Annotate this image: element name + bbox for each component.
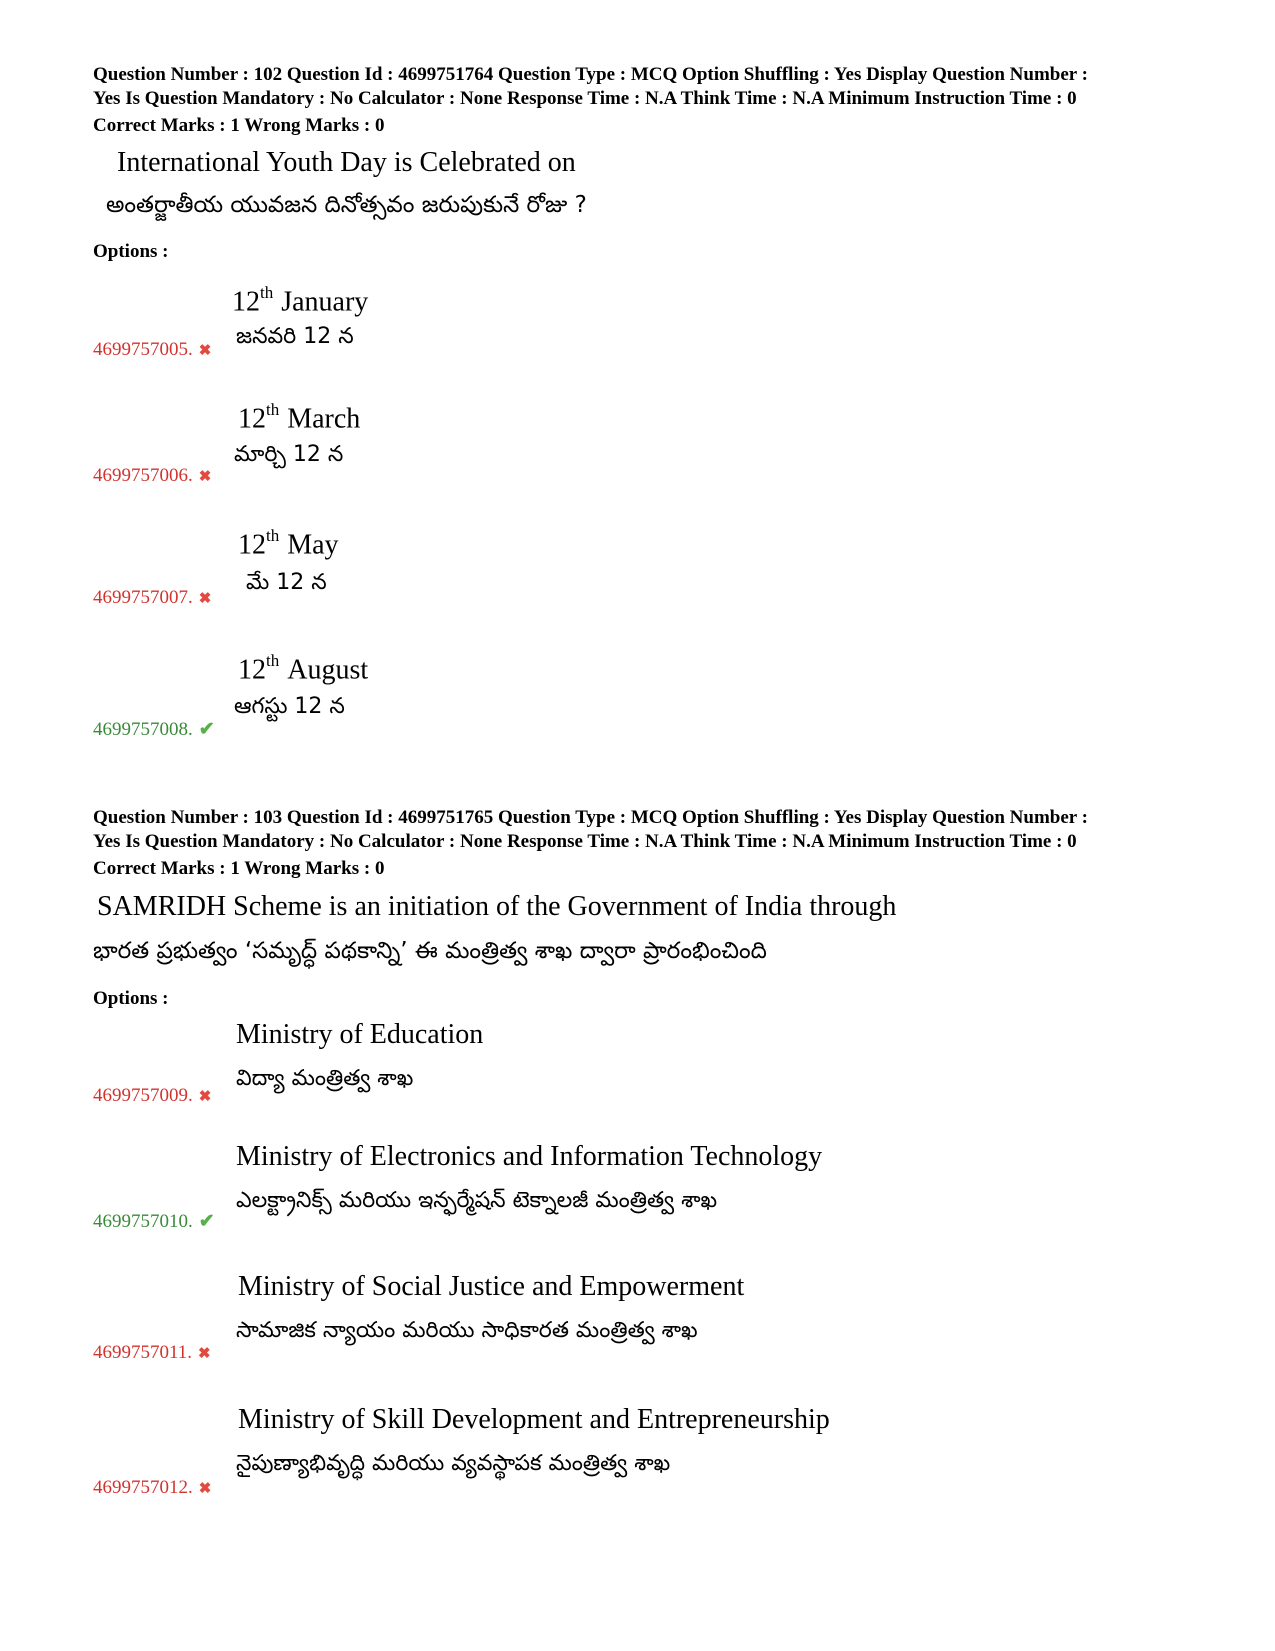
option-ordinal-suffix: th: [260, 283, 274, 302]
option-id-number: 4699757011.: [93, 1342, 193, 1363]
option-id: [93, 1211, 215, 1233]
question-meta: [93, 63, 1193, 138]
question-meta-line1: Question Number : 103 Question Id : 4699751765 Question Type : MCQ Option Shuffling : Yes Display Question Number :: [93, 807, 1088, 828]
options-label: Options :: [93, 988, 169, 1009]
option-text-telugu: మార్చి 12 న: [234, 442, 344, 467]
option-text-telugu: ఎలక్ట్రానిక్స్ మరియు ఇన్ఫర్మేషన్ టెక్నాలజీ మంత్రిత్వ శాఖ: [236, 1188, 718, 1213]
option-text-english: Ministry of Education: [236, 1019, 484, 1050]
cross-icon: ✖: [198, 1089, 212, 1105]
option-day-number: 12: [238, 529, 266, 561]
option-month: August: [287, 654, 369, 686]
option-id: [93, 587, 211, 610]
option-text-telugu: సామాజిక న్యాయం మరియు సాధికారత మంత్రిత్వ శాఖ: [236, 1318, 698, 1343]
question-meta: [93, 806, 1193, 881]
option-id-number: 4699757009.: [93, 1085, 193, 1106]
option-id-number: 4699757006.: [93, 465, 193, 486]
cross-icon: ✖: [198, 1346, 211, 1362]
question-meta-line2: Yes Is Question Mandatory : No Calculator : None Response Time : N.A Think Time : N.A Minimum Instruction Time : 0: [93, 831, 1077, 852]
cross-icon: ✖: [198, 469, 212, 485]
option-id: [93, 1477, 211, 1500]
option-day-number: 12: [232, 286, 260, 318]
option-month: January: [281, 286, 369, 318]
option-id: [93, 1085, 211, 1108]
question-text-english: SAMRIDH Scheme is an initiation of the Government of India through: [97, 891, 897, 922]
question-marks: Correct Marks : 1 Wrong Marks : 0: [93, 858, 385, 879]
question-marks: Correct Marks : 1 Wrong Marks : 0: [93, 115, 385, 136]
option-day-number: 12: [238, 403, 266, 435]
checkmark-icon: ✔: [198, 719, 215, 740]
option-id-number: 4699757012.: [93, 1477, 193, 1498]
option-text-english: [238, 646, 368, 687]
option-text-telugu: జనవరి 12 న: [236, 324, 354, 349]
checkmark-icon: ✔: [198, 1211, 215, 1232]
option-ordinal-suffix: th: [266, 651, 280, 670]
cross-icon: ✖: [198, 343, 212, 359]
question-text-telugu: అంతర్జాతీయ యువజన దినోత్సవం జరుపుకునే రోజు ?: [106, 192, 587, 218]
option-month: May: [287, 529, 339, 561]
option-id: [93, 719, 215, 741]
question-meta-line1: Question Number : 102 Question Id : 4699751764 Question Type : MCQ Option Shuffling : Yes Display Question Number :: [93, 64, 1088, 85]
option-day-number: 12: [238, 654, 266, 686]
option-text-english: Ministry of Electronics and Information Technology: [236, 1141, 823, 1172]
option-text-telugu: విద్యా మంత్రిత్వ శాఖ: [236, 1066, 414, 1091]
options-label: Options :: [93, 241, 169, 262]
option-id: [93, 339, 211, 362]
option-text-english: [238, 395, 360, 436]
cross-icon: ✖: [198, 591, 212, 607]
option-id-number: 4699757005.: [93, 339, 193, 360]
question-text-telugu: భారత ప్రభుత్వం ‘సమృద్ధ్ పథకాన్ని’ ఈ మంత్రిత్వ శాఖ ద్వారా ప్రారంభించింది: [93, 938, 767, 964]
option-month: March: [287, 403, 361, 435]
option-text-english: Ministry of Skill Development and Entrepreneurship: [238, 1404, 830, 1435]
question-text-english: International Youth Day is Celebrated on: [117, 147, 576, 178]
option-id-number: 4699757008.: [93, 719, 193, 740]
option-ordinal-suffix: th: [266, 400, 280, 419]
question-meta-line2: Yes Is Question Mandatory : No Calculator : None Response Time : N.A Think Time : N.A Minimum Instruction Time : 0: [93, 88, 1077, 109]
option-text-english: [232, 278, 368, 319]
option-text-telugu: నైపుణ్యాభివృద్ధి మరియు వ్యవస్థాపక మంత్రిత్వ శాఖ: [236, 1451, 671, 1476]
option-id-number: 4699757010.: [93, 1211, 193, 1232]
option-ordinal-suffix: th: [266, 526, 280, 545]
option-text-english: [238, 521, 339, 562]
option-text-english: Ministry of Social Justice and Empowerment: [238, 1271, 745, 1302]
cross-icon: ✖: [198, 1481, 212, 1497]
option-id: [93, 1342, 211, 1365]
option-id-number: 4699757007.: [93, 587, 193, 608]
option-text-telugu: ఆగస్టు 12 న: [234, 694, 345, 719]
option-text-telugu: మే 12 న: [246, 570, 327, 595]
option-id: [93, 465, 211, 488]
